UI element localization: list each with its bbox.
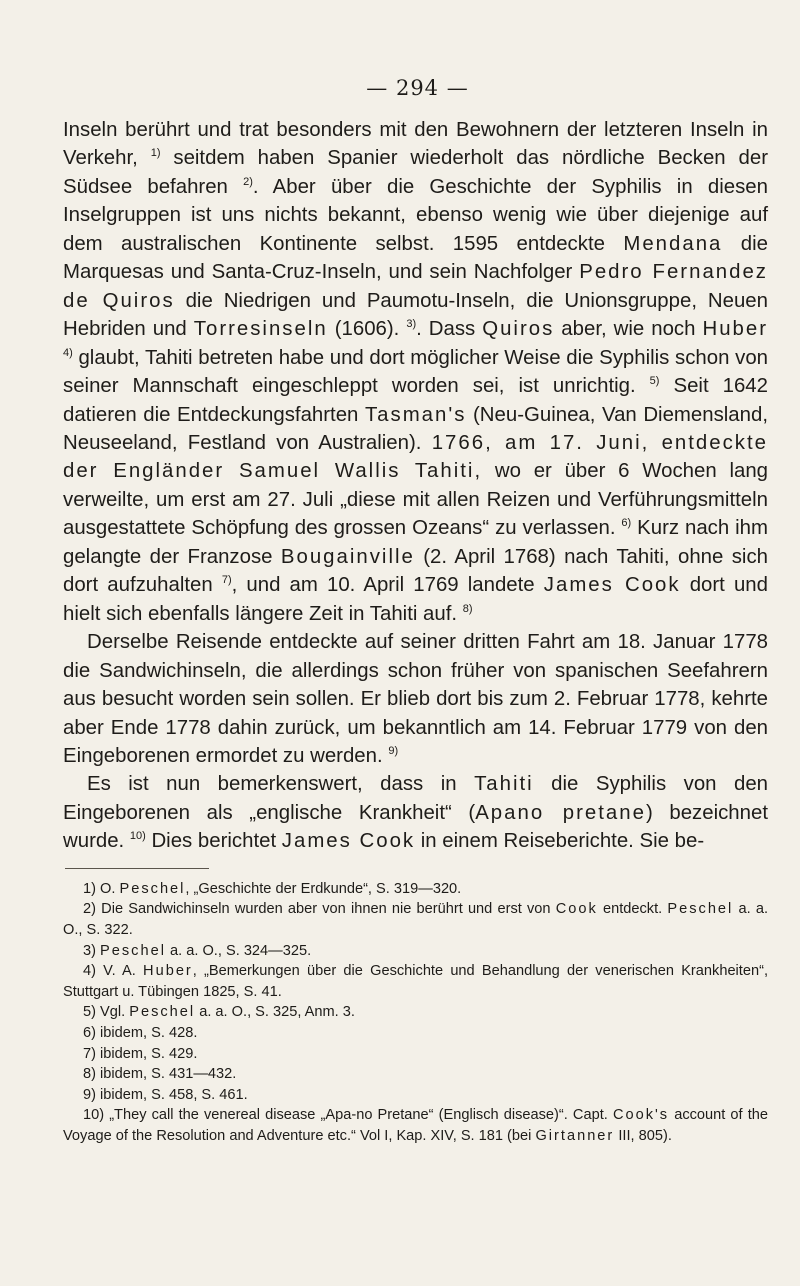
spaced-name: Pedro Fernandez de Quiros <box>63 261 768 312</box>
footnote <box>63 961 768 1002</box>
text-run: (2. April 1768) nach Tahiti, ohne sich dort aufzuhalten <box>63 545 768 597</box>
text-run: , „Bemerkungen über die Geschichte und Behandlung der venerischen Krankheiten“, Stuttgart u. Tübingen 1825, S. 41. <box>63 963 768 1000</box>
paragraph <box>63 770 768 855</box>
text-run: wo er über 6 Wochen lang verweilte, um erst am 27. Juli „diese mit allen Reizen und Verführungsmitteln ausgestattete Schöpfung des grossen Ozeans“ zu verlassen. <box>63 460 769 540</box>
spaced-name: Cook's <box>612 1107 670 1124</box>
spaced-name: Tahiti <box>474 773 534 796</box>
text-run: Inseln berührt und trat besonders mit den Bewohnern der letzteren Inseln in Verkehr, <box>63 119 768 170</box>
text-run: 4) V. A. <box>83 963 144 980</box>
text-run: a. a. O., S. 324—325. <box>165 942 312 959</box>
spaced-name: Huber <box>143 963 193 980</box>
footnote-ref: 3) <box>406 318 417 331</box>
text-run: dort und hielt sich ebenfalls längere Zeit in Tahiti auf. <box>63 574 768 625</box>
text-run: 5) Vgl. <box>83 1004 130 1021</box>
text-run: a. a. O., S. 325, Anm. 3. <box>195 1004 355 1021</box>
text-run: a. a. O., S. 322. <box>63 901 769 938</box>
spaced-name: Torresinseln <box>193 318 328 341</box>
spaced-name: Peschel <box>667 901 734 918</box>
footnote <box>63 1085 768 1106</box>
spaced-name: Huber <box>702 318 769 341</box>
text-run: 1) O. <box>83 880 120 897</box>
footnote-ref: 7) <box>221 574 232 587</box>
footnote <box>63 879 768 900</box>
text-run: die Niedrigen und Paumotu-Inseln, die Unionsgruppe, Neuen Hebriden und <box>63 289 768 341</box>
footnote <box>63 1002 768 1023</box>
text-run: III, 805). <box>614 1127 672 1144</box>
spaced-name: Mendana <box>623 232 723 255</box>
spaced-name: Apano pretane <box>475 801 646 824</box>
text-run: Es ist nun bemerkenswert, dass in <box>87 773 475 796</box>
spaced-name: James Cook <box>543 574 681 597</box>
footnote <box>63 1023 768 1044</box>
footnote-divider <box>65 868 209 869</box>
footnote-ref: 1) <box>150 147 161 160</box>
page-number: — 294 — <box>366 76 469 100</box>
text-run: die Syphilis von den Eingeborenen als „englische Krankheit“ ( <box>63 773 768 824</box>
text-run: 10) „They call the venereal disease „Apa-no Pretane“ (Englisch disease)“. Capt. <box>83 1107 613 1124</box>
text-run: 7) ibidem, S. 429. <box>83 1045 198 1062</box>
spaced-name: 1766, am 17. Juni, entdeckte der Engländer Samuel Wallis Tahiti, <box>63 431 769 483</box>
text-run: entdeckt. <box>597 901 668 918</box>
spaced-name: Peschel <box>100 942 166 959</box>
text-run: , „Geschichte der Erdkunde“, S. 319—320. <box>185 880 462 897</box>
text-run: aber, wie noch <box>554 318 703 341</box>
spaced-name: Girtanner <box>535 1127 615 1144</box>
text-run: glaubt, Tahiti betreten habe und dort möglicher Weise die Syphilis schon von seiner Mannschaft eingeschleppt worden sei, ist unrichtig. <box>63 346 768 398</box>
footnote <box>63 1105 768 1146</box>
spaced-name: Bougainville <box>280 545 415 568</box>
spaced-name: Quiros <box>482 318 555 341</box>
spaced-name: Cook <box>555 901 598 918</box>
text-run: 3) <box>83 942 101 959</box>
footnote-ref: 8) <box>462 602 473 615</box>
text-run: (Neu-Guinea, Van Diemensland, Neuseeland, Festland von Australien). <box>63 403 768 454</box>
text-run: 2) Die Sandwichinseln wurden aber von ihnen nie berührt und erst von <box>83 901 556 918</box>
footnote <box>63 1064 768 1085</box>
text-run: . Aber über die Geschichte der Syphilis in diesen Inselgruppen ist uns nichts bekannt, ebenso wenig wie über diejenige auf dem australischen Kontinente selbst. 1595 entdeckte <box>63 175 768 255</box>
text-run: 6) ibidem, S. 428. <box>83 1024 198 1041</box>
paragraph <box>63 628 768 770</box>
text-run: 8) ibidem, S. 431—432. <box>83 1066 237 1083</box>
text-run: Seit 1642 datieren die Entdeckungsfahrten <box>63 375 768 426</box>
footnote <box>63 1044 768 1065</box>
paragraph <box>63 116 768 628</box>
book-page <box>63 76 768 1147</box>
text-run: seitdem haben Spanier wiederholt das nördliche Becken der Südsee befahren <box>63 147 768 198</box>
text-run: die Marquesas und Santa-Cruz-Inseln, und sein Nachfolger <box>63 232 768 284</box>
footnote-ref: 2) <box>243 176 253 189</box>
footnote <box>63 941 768 962</box>
body-text <box>63 116 768 856</box>
text-run: (1606). <box>327 318 407 341</box>
text-run: Kurz nach ihm gelangte der Franzose <box>63 517 768 568</box>
footnote-ref: 9) <box>388 745 399 758</box>
spaced-name: Peschel <box>129 1004 196 1021</box>
footnote-ref: 10) <box>129 830 146 843</box>
spaced-name: Peschel <box>119 880 186 897</box>
text-run: Dies berichtet <box>145 830 282 853</box>
footnote-ref: 5) <box>649 375 660 388</box>
text-run: in einem Reiseberichte. Sie be- <box>415 830 705 853</box>
spaced-name: James Cook <box>281 830 416 853</box>
text-run: account of the Voyage of the Resolution and Adventure etc.“ Vol I, Kap. XIV, S. 181 (bei <box>63 1107 768 1144</box>
text-run: Derselbe Reisende entdeckte auf seiner dritten Fahrt am 18. Januar 1778 die Sandwichinseln, die allerdings schon früher von spanischen Seefahrern aus besucht worden sein sollen. Er blieb dort bis zum 2. Februar 1778, kehrte aber Ende 1778 dahin zurück, um bekanntlich am 14. Februar 1779 von den Eingeborenen ermordet zu werden. <box>63 631 768 767</box>
text-run: 9) ibidem, S. 458, S. 461. <box>83 1086 248 1103</box>
footnote-ref: 4) <box>63 346 73 359</box>
footnote <box>63 899 768 940</box>
footnotes <box>63 879 768 1147</box>
spaced-name: Tasman's <box>364 403 467 426</box>
text-run: ) bezeichnet wurde. <box>63 801 768 853</box>
text-run: , und am 10. April 1769 landete <box>231 574 544 597</box>
text-run: . Dass <box>416 318 483 341</box>
footnote-ref: 6) <box>621 517 632 530</box>
